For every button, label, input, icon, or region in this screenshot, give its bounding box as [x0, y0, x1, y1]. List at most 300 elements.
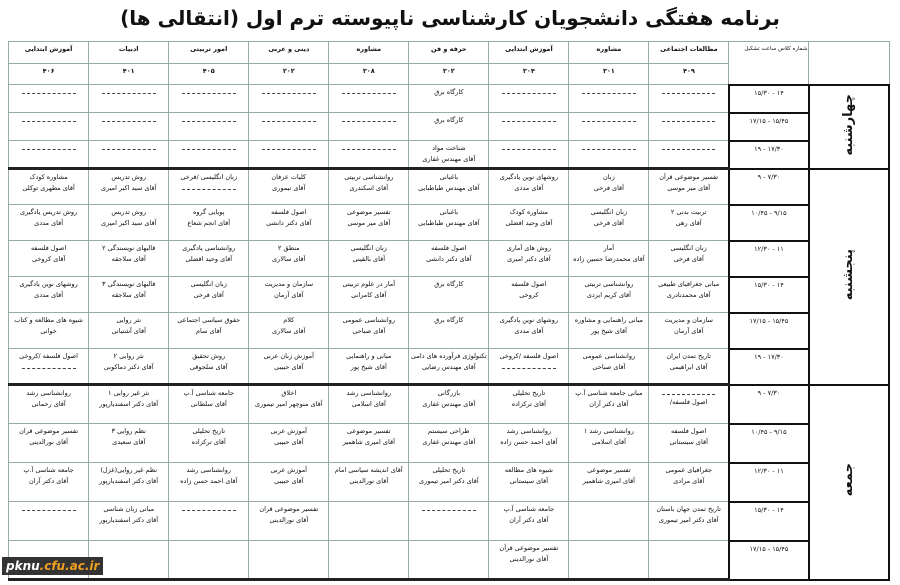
blank-line	[582, 121, 636, 122]
class-cell	[329, 385, 409, 424]
teacher-name: آقای احمد حسن زاده	[500, 438, 558, 446]
schedule-row	[9, 205, 890, 241]
class-cell	[249, 113, 329, 141]
teacher-name: آقای محمدرضا حسین زاده	[573, 255, 645, 263]
course-name: بازرگانی	[437, 389, 461, 397]
teacher-name: آقای انجم شعاع	[187, 219, 231, 227]
schedule-row	[9, 349, 890, 385]
course-name: کارگاه برق	[434, 116, 464, 124]
teacher-name: آقای نورالدینی	[349, 477, 389, 485]
blank-line	[422, 510, 476, 511]
teacher-name: آقای مطهری توکلی	[22, 184, 75, 192]
room-number: ۴۰۹	[649, 64, 729, 85]
room-number: ۴۰۵	[169, 64, 249, 85]
class-cell	[409, 385, 489, 424]
class-cell	[649, 241, 729, 277]
class-cell	[9, 313, 89, 349]
class-cell	[9, 141, 89, 169]
teacher-name: آقای مهندس غفاری	[422, 438, 476, 446]
class-cell	[329, 349, 409, 385]
class-cell	[89, 349, 169, 385]
class-cell	[489, 85, 569, 113]
course-name: سازمان و مدیریت	[664, 316, 713, 324]
class-cell	[169, 113, 249, 141]
course-name: قالبهای نویسندگی ۲	[102, 244, 156, 252]
teacher-name: آقای نورالدینی	[509, 555, 549, 563]
course-name: تفسیر موضوعی	[347, 427, 391, 435]
class-cell	[649, 541, 729, 580]
class-cell	[249, 502, 329, 541]
course-name: زبان انگلیسی	[190, 280, 227, 288]
class-cell	[9, 349, 89, 385]
course-name: زبان انگلیسی	[350, 244, 387, 252]
teacher-name: آقای بالقینی	[352, 255, 386, 263]
course-name: روانشناسی رشد	[506, 427, 552, 435]
column-header: مطالعات اجتماعی	[649, 42, 729, 64]
class-cell	[89, 241, 169, 277]
course-name: اصول فلسفه /کروخی	[499, 352, 559, 360]
class-cell	[329, 169, 409, 205]
teacher-name: آقای مرادی	[673, 477, 705, 485]
class-cell	[649, 463, 729, 502]
schedule-row	[9, 241, 890, 277]
course-name: تکنولوژی فرآورده های دامی	[411, 352, 487, 360]
course-name: نثر غیر روایی ۱	[108, 389, 150, 397]
teacher-name: آقای سالاری	[272, 327, 306, 335]
teacher-name: آقای سام	[195, 327, 222, 335]
blank-line	[502, 121, 556, 122]
class-cell	[569, 541, 649, 580]
class-cell	[9, 85, 89, 113]
teacher-name: آقای مددی	[514, 327, 544, 335]
class-cell	[649, 424, 729, 463]
course-name: روانشناسی رشد	[186, 466, 232, 474]
teacher-name: آقای منوچهر امیر تیموری	[255, 400, 323, 408]
time-slot: ۷/۳۰ - ۹	[729, 169, 809, 205]
time-slot: ۱۵/۴۵ - ۱۷/۱۵	[729, 541, 809, 580]
class-cell	[569, 241, 649, 277]
teacher-name: آقای سیستانی	[509, 477, 549, 485]
time-slot: ۹/۱۵ - ۱۰/۴۵	[729, 424, 809, 463]
class-cell	[89, 85, 169, 113]
teacher-name: آقای وحید افضلی	[505, 219, 553, 227]
class-cell	[169, 205, 249, 241]
teacher-name: آقای امیری شاهمیر	[342, 438, 395, 446]
class-cell	[409, 205, 489, 241]
teacher-name: آقای اسلامی	[591, 438, 626, 446]
time-slot: ۱۴ - ۱۵/۳۰	[729, 85, 809, 113]
time-slot: ۱۴ - ۱۵/۳۰	[729, 502, 809, 541]
teacher-name: آقای دکتر امیر تیموری	[658, 516, 719, 524]
course-name: نظم غیر روایی(غزل)	[100, 466, 158, 474]
teacher-name: آقای سلاجقه	[111, 291, 146, 299]
course-name: روانشناسی رشد	[26, 389, 71, 397]
class-cell	[409, 169, 489, 205]
class-cell	[489, 241, 569, 277]
teacher-name: آقای سیستانی	[669, 438, 708, 446]
course-name: آموزش عربی	[270, 427, 307, 435]
column-header: مشاوره	[569, 42, 649, 64]
blank-line	[342, 121, 396, 122]
teacher-name: آقای ترکزاده	[511, 400, 546, 408]
blank-line	[502, 368, 556, 369]
teacher-name: آقای کروخی	[31, 255, 66, 263]
teacher-name: آقای احمد حسن زاده	[180, 477, 238, 485]
blank-line	[582, 93, 636, 94]
teacher-name: آقای آرمان	[674, 327, 704, 335]
class-cell	[169, 313, 249, 349]
course-name: جامعه شناسی آ.پ	[23, 466, 74, 474]
course-name: کلام	[283, 316, 295, 324]
course-name: مبانی و راهنمایی	[346, 352, 392, 360]
teacher-name: آقای رحمانی	[31, 400, 66, 408]
teacher-name: آقای دکتر امیری	[507, 255, 551, 263]
teacher-name: کروخی	[519, 291, 539, 299]
teacher-name: آقای دکتر آران	[29, 477, 69, 485]
course-name: روشهای نوین یادگیری	[499, 316, 558, 324]
class-cell	[569, 349, 649, 385]
course-name: آمار	[603, 244, 615, 252]
class-cell	[569, 113, 649, 141]
room-number: ۲۰۲	[249, 64, 329, 85]
watermark-part2: .cfu.ac.ir	[39, 559, 100, 573]
day-name: جمعه	[841, 463, 857, 497]
class-cell	[409, 502, 489, 541]
course-name: شناخت مواد	[432, 144, 466, 152]
course-name: تفسیر موضوعی	[587, 466, 631, 474]
blank-line	[262, 149, 316, 150]
course-name: اصول فلسفه/	[669, 398, 708, 406]
schedule-row	[9, 113, 890, 141]
blank-line	[102, 93, 156, 94]
class-cell	[649, 113, 729, 141]
teacher-name: آقای مددی	[34, 219, 64, 227]
class-cell	[329, 424, 409, 463]
class-cell	[569, 424, 649, 463]
class-cell	[489, 463, 569, 502]
class-cell	[89, 205, 169, 241]
teacher-name: آقای کامرانی	[351, 291, 387, 299]
class-cell	[249, 277, 329, 313]
course-name: نثر روایی	[116, 316, 142, 324]
course-name: تاریخ تمدن ایران	[666, 352, 711, 360]
teacher-name: آقای دکتر اسفندیارپور	[99, 516, 159, 524]
blank-line	[22, 93, 76, 94]
blank-line	[22, 121, 76, 122]
class-cell	[649, 385, 729, 424]
schedule-row	[9, 541, 890, 580]
course-name: آقای اندیشه سیاسی امام	[334, 466, 403, 474]
teacher-name: آقای دکتر آران	[589, 400, 629, 408]
course-name: مشاوره کودک	[509, 208, 548, 216]
course-name: روانشناسی عمومی	[342, 316, 396, 324]
teacher-name: آقای ابراهیمی	[669, 363, 708, 371]
course-name: تاریخ تمدن جهان باستان	[656, 505, 721, 513]
class-cell	[489, 385, 569, 424]
class-cell	[569, 169, 649, 205]
teacher-name: آقای فرخی	[593, 219, 624, 227]
class-cell	[249, 541, 329, 580]
class-cell	[9, 463, 89, 502]
course-name: مبانی راهنمایی و مشاوره	[574, 316, 643, 324]
class-cell	[569, 141, 649, 169]
class-cell	[89, 424, 169, 463]
course-name: اصول فلسفه	[431, 244, 467, 252]
teacher-name: آقای کریم ایزدی	[586, 291, 631, 299]
blank-line	[102, 121, 156, 122]
course-name: کلیات عرفان	[271, 173, 307, 181]
course-name: تفسیر موضوعی	[347, 208, 391, 216]
course-name: تفسیر موضوعی قران	[19, 427, 79, 435]
class-cell	[649, 85, 729, 113]
class-cell	[569, 85, 649, 113]
column-header: ادبیات	[89, 42, 169, 64]
class-cell	[249, 241, 329, 277]
schedule-row	[9, 169, 890, 205]
course-name: کارگاه برق	[434, 280, 464, 288]
course-name: آمار در علوم تربیتی	[342, 280, 396, 288]
course-name: جامعه شناسی آ.پ	[183, 389, 234, 397]
class-cell	[489, 541, 569, 580]
course-name: پویایی گروه	[192, 208, 225, 216]
class-cell	[489, 113, 569, 141]
day-label	[809, 169, 889, 385]
class-cell	[89, 277, 169, 313]
class-cell	[249, 313, 329, 349]
teacher-name: آقای تیموری	[272, 184, 306, 192]
class-cell	[569, 385, 649, 424]
class-cell	[409, 141, 489, 169]
class-cell	[649, 313, 729, 349]
watermark-part1: pknu	[6, 559, 40, 573]
course-name: طراحی سیستم	[428, 427, 470, 435]
course-name: اصول فلسفه	[30, 244, 67, 252]
day-label	[809, 85, 889, 169]
schedule-row	[9, 502, 890, 541]
teacher-name: آقای مهندس طباطبایی	[418, 219, 480, 227]
blank-line	[662, 149, 716, 150]
course-name: کارگاه برق	[434, 88, 464, 96]
course-name: سازمان و مدیریت	[264, 280, 314, 288]
teacher-name: آقای دکتر اسفندیارپور	[99, 477, 159, 485]
class-cell	[89, 313, 169, 349]
course-name: روانشناسی رشد	[346, 389, 392, 397]
class-cell	[169, 349, 249, 385]
course-name: روش تحقیق	[192, 352, 226, 360]
class-cell	[169, 241, 249, 277]
teacher-name: آقای میر موسی	[347, 219, 391, 227]
teacher-name: آقای ترکزاده	[191, 438, 226, 446]
class-cell	[329, 313, 409, 349]
teacher-name: آقای نورالدینی	[269, 516, 309, 524]
course-name: تاریخ تحلیلی	[432, 466, 466, 474]
blank-line	[182, 93, 236, 94]
time-slot: ۱۴ - ۱۵/۳۰	[729, 277, 809, 313]
teacher-name: آقای سید اکبر امیری	[101, 219, 157, 227]
class-cell	[329, 541, 409, 580]
room-number: ۳۰۲	[409, 64, 489, 85]
blank-line	[662, 93, 716, 94]
teacher-name: آقای شیخ پور	[350, 363, 387, 371]
class-cell	[649, 205, 729, 241]
course-name: روش تدریس یادگیری	[19, 208, 78, 216]
course-name: شیوه های مطالعه	[504, 466, 553, 474]
time-slot: ۱۱ - ۱۲/۳۰	[729, 241, 809, 277]
class-cell	[89, 463, 169, 502]
schedule-table	[8, 41, 890, 581]
time-slot: ۱۱ - ۱۲/۳۰	[729, 463, 809, 502]
course-name: باغبانی	[439, 173, 458, 181]
blank-line	[582, 149, 636, 150]
class-cell	[409, 313, 489, 349]
blank-line	[22, 149, 76, 150]
class-cell	[169, 463, 249, 502]
course-name: زبان	[603, 173, 615, 181]
teacher-name: آقای نورالدینی	[29, 438, 68, 446]
course-name: اصول فلسفه	[271, 208, 307, 216]
teacher-name: آقای سلجوقی	[189, 363, 228, 371]
class-cell	[249, 463, 329, 502]
column-header: امور تربیتی	[169, 42, 249, 64]
course-name: باغبانی	[439, 208, 458, 216]
course-name: روش تدریس	[111, 208, 147, 216]
schedule-row	[9, 385, 890, 424]
class-cell	[569, 277, 649, 313]
time-slot: ۹/۱۵ - ۱۰/۴۵	[729, 205, 809, 241]
teacher-name: آقای دکتر دانشی	[426, 255, 472, 263]
course-name: روانشناسی رشد ۱	[583, 427, 634, 435]
class-cell	[249, 205, 329, 241]
course-name: آموزش زبان عربی	[263, 352, 314, 360]
schedule-row	[9, 85, 890, 113]
class-cell	[649, 502, 729, 541]
blank-line	[22, 510, 76, 511]
column-header: مشاوره	[329, 42, 409, 64]
class-cell	[409, 463, 489, 502]
course-name: آموزش عربی	[270, 466, 307, 474]
course-name: تاریخ تحلیلی	[192, 427, 226, 435]
course-name: اصول فلسفه /کروخی	[19, 352, 78, 360]
teacher-name: آقای حبیبی	[274, 363, 304, 371]
teacher-name: آقای محمدنادری	[666, 291, 711, 299]
class-cell	[649, 277, 729, 313]
room-number: ۴۰۶	[9, 64, 89, 85]
class-cell	[329, 502, 409, 541]
course-name: روانشناسی عمومی	[582, 352, 636, 360]
teacher-name: آقای دکتر اسفندیارپور	[99, 400, 159, 408]
course-name: تربیت بدنی ۲	[670, 208, 707, 216]
class-cell	[89, 385, 169, 424]
teacher-name: آقای شیخ پور	[590, 327, 627, 335]
teacher-name: آقای سعیدی	[112, 438, 146, 446]
course-name: نظم روایی ۳	[111, 427, 146, 435]
room-number: ۳۰۸	[329, 64, 409, 85]
class-cell	[9, 113, 89, 141]
day-name: چهارشنبه	[841, 93, 857, 156]
teacher-name: آقای وحید افضلی	[185, 255, 233, 263]
class-cell	[329, 241, 409, 277]
teacher-name: آقای فرخی	[193, 291, 224, 299]
class-cell	[489, 349, 569, 385]
blank-line	[102, 149, 156, 150]
blank-line	[182, 189, 236, 190]
course-name: مبانی جامعه شناسی آ.پ	[575, 389, 643, 397]
teacher-name: آقای سالاری	[272, 255, 306, 263]
day-name: پنجشنبه	[841, 248, 857, 301]
teacher-name: آقای سید اکبر امیری	[101, 184, 157, 192]
teacher-name: آقای امیری شاهمیر	[582, 477, 635, 485]
class-cell	[169, 424, 249, 463]
column-header: دینی و عربی	[249, 42, 329, 64]
time-slot: ۷/۳۰ - ۹	[729, 385, 809, 424]
blank-line	[662, 394, 716, 395]
class-cell	[569, 463, 649, 502]
course-name: اصول فلسفه	[511, 280, 547, 288]
room-number: ۴۰۱	[89, 64, 169, 85]
day-header	[809, 42, 889, 85]
blank-line	[662, 121, 716, 122]
teacher-name: آقای دکتر آران	[509, 516, 549, 524]
teacher-name: آقای سلطانی	[190, 400, 227, 408]
schedule-row	[9, 313, 890, 349]
teacher-name: آقای فرخی	[673, 255, 704, 263]
course-name: اخلاق	[281, 389, 297, 397]
teacher-name: آقای مددی	[514, 184, 544, 192]
teacher-name: آقای اسلامی	[351, 400, 386, 408]
class-cell	[89, 113, 169, 141]
teacher-name: آقای میر موسی	[667, 184, 711, 192]
class-cell	[489, 141, 569, 169]
course-name: تاریخ تحلیلی	[512, 389, 546, 397]
class-cell	[249, 141, 329, 169]
teacher-name: آقای صباحی	[352, 327, 386, 335]
column-header: آموزش ابتدایی	[9, 42, 89, 64]
teacher-name: آقای آرمان	[274, 291, 304, 299]
class-cell	[89, 502, 169, 541]
watermark	[2, 557, 103, 575]
class-cell	[249, 349, 329, 385]
course-name: تفسیر موضوعی قران	[259, 505, 319, 513]
class-cell	[169, 502, 249, 541]
day-label	[809, 385, 889, 580]
blank-line	[182, 121, 236, 122]
teacher-name: آقای اسکندری	[349, 184, 389, 192]
course-name: اصول فلسفه	[671, 427, 707, 435]
course-name: روانشناسی تربیتی	[584, 280, 634, 288]
class-cell	[169, 141, 249, 169]
course-name: شیوه های مطالعه و کتاب خوانی	[14, 316, 83, 335]
schedule-row	[9, 463, 890, 502]
course-name: مشاوره کودک	[29, 173, 68, 181]
class-cell	[169, 277, 249, 313]
class-cell	[409, 241, 489, 277]
schedule-row	[9, 141, 890, 169]
course-name: جغرافیای عمومی	[665, 466, 712, 474]
course-name: حقوق سیاسی اجتماعی	[177, 316, 241, 324]
teacher-name: آقای مهندس غفاری	[422, 155, 476, 163]
class-cell	[89, 141, 169, 169]
class-cell	[9, 169, 89, 205]
class-cell	[329, 141, 409, 169]
class-cell	[489, 502, 569, 541]
course-name: نثر روایی ۲	[113, 352, 144, 360]
teacher-name: آقای حبیبی	[274, 477, 304, 485]
schedule-row	[9, 424, 890, 463]
course-name: مبانی جغرافیای طبیعی	[658, 280, 720, 288]
class-cell	[409, 424, 489, 463]
class-cell	[489, 205, 569, 241]
teacher-name: آقای دکتر دماکوبی	[103, 363, 154, 371]
